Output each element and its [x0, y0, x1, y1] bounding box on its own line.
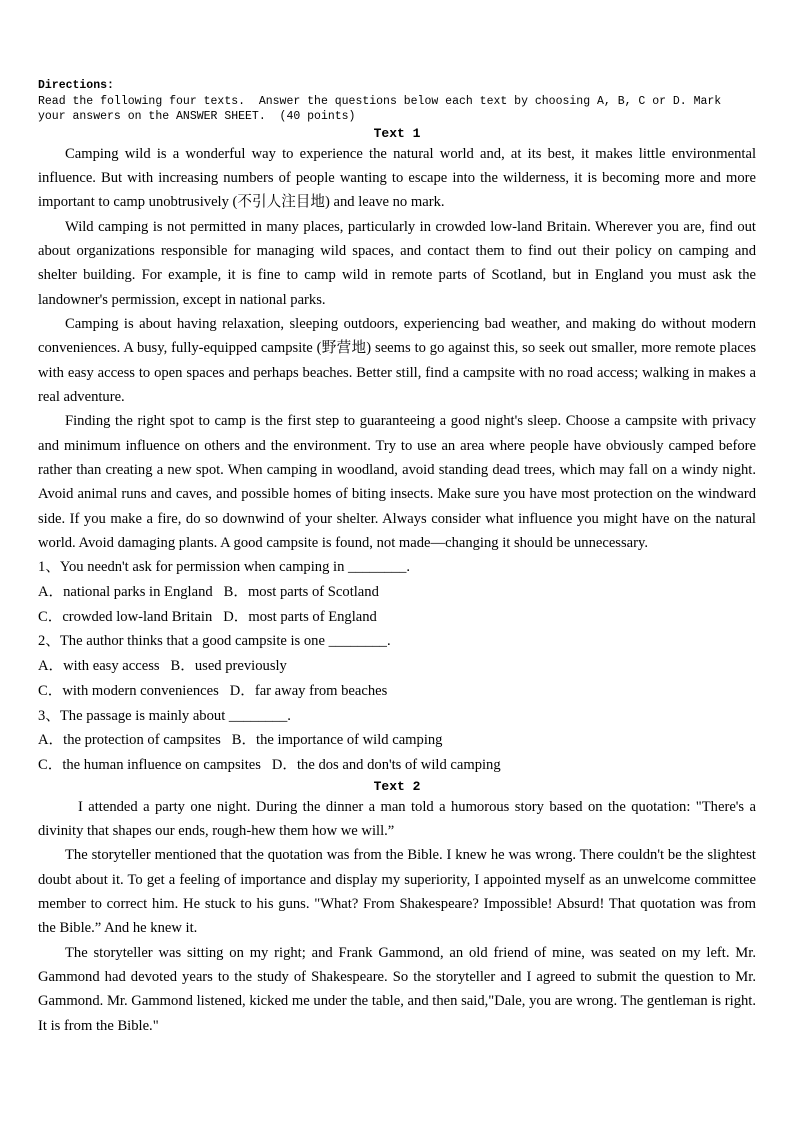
text1-paragraph-3: Camping is about having relaxation, sleeping outdoors, experiencing bad weather, and making do without modern conveniences. A busy, fully-equipped campsite (野营地) seems to go against this, so seek out smaller, more remote places with easy access to open spaces and perhaps beaches. Better still, find a campsite with no road access; walking in makes a real adventure.	[38, 315, 756, 405]
question-2-options-cd: C．with modern conveniences D．far away from beaches	[38, 682, 388, 699]
question-3	[38, 704, 756, 778]
directions-section	[38, 78, 756, 125]
question-3-options-ab: A．the protection of campsites B．the importance of wild camping	[38, 732, 443, 749]
text2-paragraph-3: The storyteller was sitting on my right; and Frank Gammond, an old friend of mine, was seated on my left. Mr. Gammond had devoted years to the study of Shakespeare. So the storyteller and I agreed to submit the question to Mr. Gammond. Mr. Gammond listened, kicked me under the table, and then said,"Dale, you are wrong. The gentleman is right. It is from the Bible."	[38, 944, 756, 1034]
text1-paragraph-1: Camping wild is a wonderful way to experience the natural world and, at its best, it makes little environmental influence. But with increasing numbers of people wanting to escape into the wilderness, it is becoming more and more important to camp unobtrusively (不引人注目地) and leave no mark.	[38, 145, 756, 211]
directions-title: Directions:	[38, 79, 114, 92]
question-1	[38, 555, 756, 629]
text2-heading: Text 2	[373, 778, 421, 794]
text1-heading: Text 1	[373, 125, 421, 141]
question-2-stem: 2、The author thinks that a good campsite is one ________.	[38, 633, 391, 650]
directions-body: Read the following four texts. Answer the questions below each text by choosing A, B, C or D. Mark your answers on the ANSWER SHEET. (40 points)	[38, 94, 729, 123]
question-1-options-cd: C．crowded low-land Britain D．most parts of England	[38, 608, 377, 625]
text2-paragraph-1: I attended a party one night. During the dinner a man told a humorous story based on the quotation: "There's a divinity that shapes our ends, rough-hew them how we will.”	[38, 798, 756, 840]
question-2	[38, 629, 756, 703]
question-2-options-ab: A．with easy access B．used previously	[38, 658, 287, 675]
question-3-options-cd: C．the human influence on campsites D．the dos and don'ts of wild camping	[38, 756, 501, 773]
text1-paragraph-4: Finding the right spot to camp is the first step to guaranteeing a good night's sleep. Choose a campsite with privacy and minimum influence on others and the environment. Try to use an area where people have obviously camped before rather than creating a new spot. When camping in woodland, avoid standing dead trees, which may fall on a windy night. Avoid animal runs and caves, and possible homes of biting insects. Make sure you have most protection on the windward side. If you make a fire, do so downwind of your shelter. Always consider what influence you might have on the natural world. Avoid damaging plants. A good campsite is found, not made—changing it should be unnecessary.	[38, 413, 756, 551]
question-1-stem: 1、You needn't ask for permission when camping in ________.	[38, 559, 411, 576]
text2-paragraph-2: The storyteller mentioned that the quotation was from the Bible. I knew he was wrong. There couldn't be the slightest doubt about it. To get a feeling of importance and display my superiority, I appointed myself as an unwelcome committee member to correct him. He stuck to his guns. "What? From Shakespeare? Impossible! Absurd! That quotation was from the Bible.” And he knew it.	[38, 847, 756, 937]
question-3-stem: 3、The passage is mainly about ________.	[38, 707, 291, 724]
text1-paragraph-2: Wild camping is not permitted in many places, particularly in crowded low-land Britain. Wherever you are, find out about organizations responsible for managing wild spaces, and contact them to find out their policy on camping and shelter building. For example, it is fine to camp wild in remote parts of Scotland, but in England you must ask the landowner's permission, except in national parks.	[38, 218, 756, 308]
question-1-options-ab: A．national parks in England B．most parts of Scotland	[38, 584, 379, 601]
